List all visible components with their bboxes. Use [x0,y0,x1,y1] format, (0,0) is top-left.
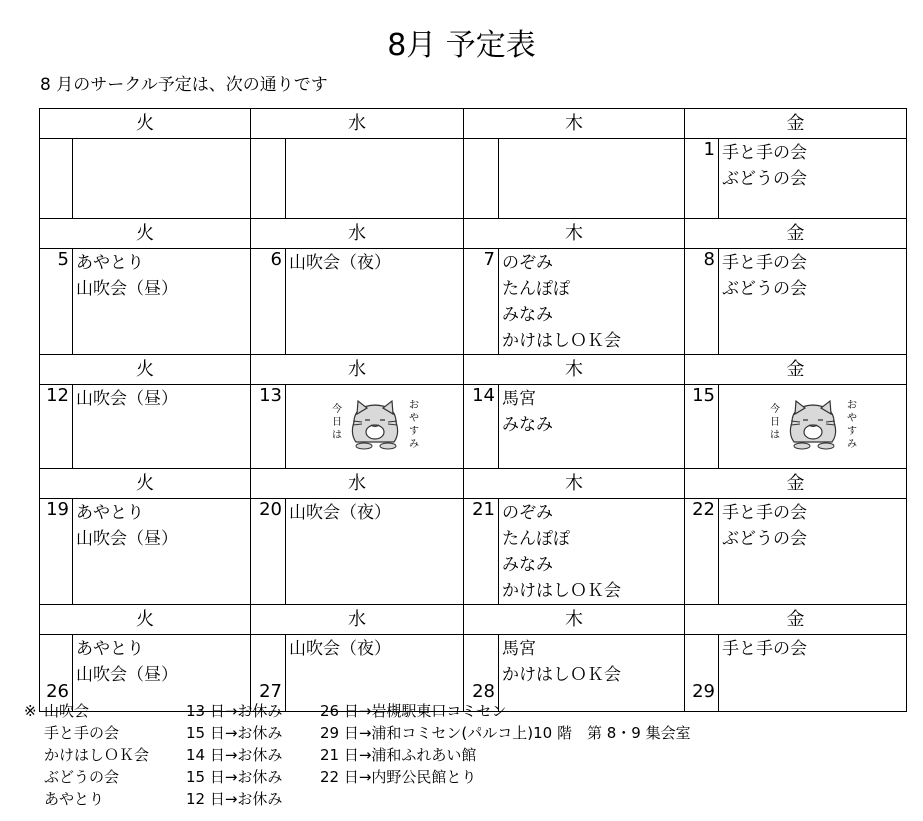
day-events [719,635,907,712]
note-circle-name: 手と手の会 [44,724,120,742]
holiday-text-right: や [846,412,857,424]
day-number [251,139,286,219]
day-events [719,249,907,355]
event-item: かけはしＯＫ会 [502,581,621,601]
holiday-text-right: や [408,412,419,424]
day-number: 26 [40,635,73,712]
event-item: たんぽぽ [502,529,570,549]
event-item: ぶどうの会 [722,529,807,549]
holiday-text-left: 日 [331,416,342,428]
event-item: のぞみ [502,503,553,523]
day-number: 22 [685,499,719,605]
holiday-text-right: お [408,399,419,411]
note-venue: 26 日→岩槻駅東口コミセン [320,702,507,720]
weekday-header-row [40,469,907,499]
event-item: 手と手の会 [722,503,807,523]
notes-mark: ※ [24,702,37,720]
holiday-text-right: み [846,438,857,450]
event-item: かけはしＯＫ会 [502,331,621,351]
note-off-day: 15 日→お休み [186,724,283,742]
day-events [73,139,251,219]
weekday-header: 金 [685,355,907,385]
day-events [499,385,685,469]
day-number: 5 [40,249,73,355]
holiday-text-right: す [408,425,419,437]
day-events [499,499,685,605]
event-item: あやとり [76,639,144,659]
weekday-header: 金 [685,605,907,635]
weekday-header: 水 [251,219,464,249]
day-events [286,249,464,355]
weekday-header: 木 [464,109,685,139]
week-row [40,499,907,605]
event-item: あやとり [76,253,144,273]
day-number: 19 [40,499,73,605]
note-circle-name: かけはしＯＫ会 [44,746,150,764]
weekday-header: 火 [40,109,251,139]
event-item: のぞみ [502,253,553,273]
page-subtitle: 8 月のサークル予定は、次の通りです [40,75,328,95]
note-circle-name: あやとり [44,790,105,808]
weekday-header: 金 [685,469,907,499]
day-number: 14 [464,385,499,469]
day-number [40,139,73,219]
day-events [286,385,464,469]
day-events [73,499,251,605]
day-number: 21 [464,499,499,605]
weekday-header: 火 [40,605,251,635]
event-item: 山吹会（昼） [76,389,178,409]
holiday-cat-icon [748,394,878,460]
day-number: 6 [251,249,286,355]
event-item: 山吹会（昼） [76,665,178,685]
page-title: 8月 予定表 [387,28,536,63]
holiday-text-left: は [331,429,342,441]
weekday-header-row [40,109,907,139]
weekday-header: 火 [40,469,251,499]
weekday-header: 水 [251,355,464,385]
event-item: 山吹会（夜） [289,503,391,523]
day-number: 8 [685,249,719,355]
holiday-text-right: お [846,399,857,411]
event-item: 山吹会（夜） [289,639,391,659]
event-item: かけはしＯＫ会 [502,665,621,685]
holiday-cat-icon [310,394,440,460]
event-item: 手と手の会 [722,639,807,659]
day-events [499,635,685,712]
day-events [499,139,685,219]
event-item: 手と手の会 [722,143,807,163]
weekday-header: 金 [685,219,907,249]
day-number: 29 [685,635,719,712]
holiday-text-left: 日 [769,416,780,428]
event-item: ぶどうの会 [722,169,807,189]
weekday-header: 木 [464,219,685,249]
note-venue: 22 日→内野公民館とり [320,768,477,786]
day-number: 15 [685,385,719,469]
day-number: 28 [464,635,499,712]
holiday-text-left: 今 [769,403,780,415]
note-venue: 21 日→浦和ふれあい館 [320,746,477,764]
day-events [286,499,464,605]
weekday-header: 水 [251,469,464,499]
weekday-header: 木 [464,355,685,385]
day-events [286,139,464,219]
event-item: 手と手の会 [722,253,807,273]
event-item: 山吹会（昼） [76,529,178,549]
weekday-header: 金 [685,109,907,139]
day-number [464,139,499,219]
week-row [40,385,907,469]
week-row [40,249,907,355]
event-item: 山吹会（昼） [76,279,178,299]
holiday-text-right: す [846,425,857,437]
holiday-text-left: 今 [331,403,342,415]
weekday-header: 水 [251,605,464,635]
day-number: 27 [251,635,286,712]
weekday-header-row [40,605,907,635]
day-events [719,499,907,605]
note-venue: 29 日→浦和コミセン(パルコ上)10 階 第 8・9 集会室 [320,724,691,742]
day-events [719,139,907,219]
day-number: 12 [40,385,73,469]
day-events [719,385,907,469]
event-item: みなみ [502,415,553,435]
event-item: あやとり [76,503,144,523]
day-events [73,249,251,355]
day-number: 1 [685,139,719,219]
holiday-text-right: み [408,438,419,450]
holiday-text-left: は [769,429,780,441]
event-item: 馬宮 [502,389,536,409]
event-item: ぶどうの会 [722,279,807,299]
event-item: みなみ [502,305,553,325]
weekday-header-row [40,219,907,249]
event-item: 山吹会（夜） [289,253,391,273]
schedule-table [39,108,907,712]
day-events [73,385,251,469]
day-number: 13 [251,385,286,469]
event-item: 馬宮 [502,639,536,659]
note-off-day: 15 日→お休み [186,768,283,786]
weekday-header: 火 [40,355,251,385]
weekday-header: 木 [464,469,685,499]
weekday-header: 木 [464,605,685,635]
note-circle-name: ぶどうの会 [44,768,120,786]
week-row [40,139,907,219]
day-number: 20 [251,499,286,605]
day-events [499,249,685,355]
event-item: みなみ [502,555,553,575]
note-off-day: 12 日→お休み [186,790,283,808]
weekday-header: 火 [40,219,251,249]
weekday-header-row [40,355,907,385]
note-off-day: 14 日→お休み [186,746,283,764]
event-item: たんぽぽ [502,279,570,299]
weekday-header: 水 [251,109,464,139]
note-circle-name: 山吹会 [44,702,90,720]
note-off-day: 13 日→お休み [186,702,283,720]
day-number: 7 [464,249,499,355]
